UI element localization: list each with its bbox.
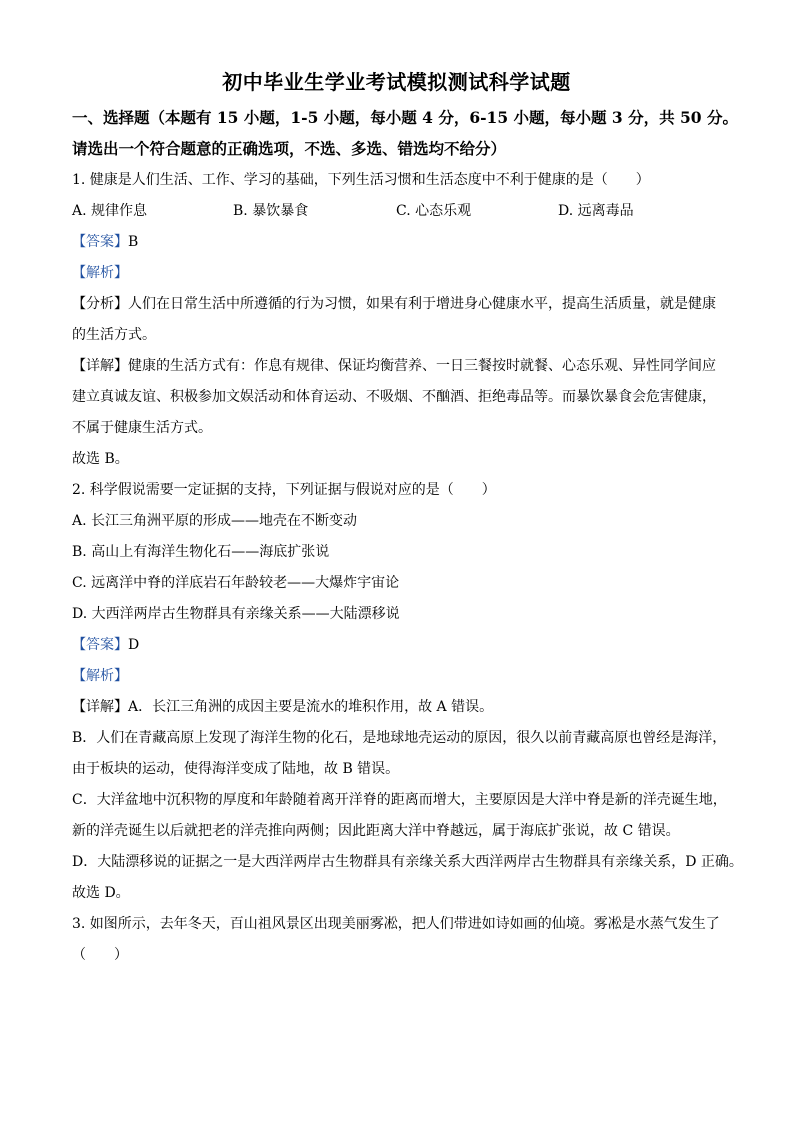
q2-detail-line2: B．人们在青藏高原上发现了海洋生物的化石，是地球地壳运动的原因，很久以前青藏高原也曾经是海洋， (72, 730, 727, 746)
q1-option-d: D. 远离毒品 (558, 203, 634, 219)
q1-analyze-text1: 人们在日常生活中所遵循的行为习惯，如果有利于增进身心健康水平，提高生活质量，就是健康 (128, 296, 716, 312)
q3-stem-line2: （ ） (72, 947, 128, 963)
q1-conclusion: 故选 B。 (72, 451, 129, 467)
q1-analyze-line2: 的生活方式。 (72, 327, 156, 343)
q2-detail-text1: A．长江三角洲的成因主要是流水的堆积作用，故 A 错误。 (128, 699, 494, 715)
q1-stem: 1. 健康是人们生活、工作、学习的基础，下列生活习惯和生活态度中不利于健康的是（ ） (72, 172, 650, 188)
analyze-tag: 【分析】 (72, 296, 128, 312)
q1-detail-text1: 健康的生活方式有：作息有规律、保证均衡营养、一日三餐按时就餐、心态乐观、异性同学间应 (128, 358, 716, 374)
q2-option-d: D. 大西洋两岸古生物群具有亲缘关系——大陆漂移说 (72, 606, 400, 622)
q2-stem: 2. 科学假说需要一定证据的支持，下列证据与假说对应的是（ ） (72, 482, 496, 498)
q1-analyze-line1 (72, 294, 732, 314)
q1-answer (72, 232, 732, 252)
q2-analysis-tag (72, 666, 732, 686)
page-title: 初中毕业生学业考试模拟测试科学试题 (222, 70, 571, 94)
detail-tag: 【详解】 (72, 358, 128, 374)
q2-detail-line1 (72, 697, 732, 717)
q2-conclusion: 故选 D。 (72, 885, 130, 901)
q1-detail-line1 (72, 356, 732, 376)
q1-option-b: B. 暴饮暴食 (233, 203, 309, 219)
q2-detail-line4: C．大洋盆地中沉积物的厚度和年龄随着离开洋脊的距离而增大，主要原因是大洋中脊是新的洋壳诞生地， (72, 792, 727, 808)
q1-analysis-tag (72, 263, 732, 283)
q2-detail-line5: 新的洋壳诞生以后就把老的洋壳推向两侧；因此距离大洋中脊越远，属于海底扩张说，故 C 错误。 (72, 823, 680, 839)
q2-option-c: C. 远离洋中脊的洋底岩石年龄较老——大爆炸宇宙论 (72, 575, 400, 591)
q3-stem-line1: 3. 如图所示，去年冬天，百山祖风景区出现美丽雾凇，把人们带进如诗如画的仙境。雾凇是水蒸气发生了 (72, 916, 720, 932)
q2-detail-line3: 由于板块的运动，使得海洋变成了陆地，故 B 错误。 (72, 761, 400, 777)
answer-tag: 【答案】 (72, 637, 128, 653)
answer-tag: 【答案】 (72, 234, 128, 250)
q2-option-a: A. 长江三角洲平原的形成——地壳在不断变动 (72, 513, 358, 529)
q1-answer-value: B (128, 234, 139, 250)
q1-option-a: A. 规律作息 (72, 203, 148, 219)
analysis-tag: 【解析】 (72, 668, 128, 684)
section-heading-line2: 请选出一个符合题意的正确选项，不选、多选、错选均不给分） (72, 139, 507, 158)
q2-answer-value: D (128, 637, 140, 653)
detail-tag: 【详解】 (72, 699, 128, 715)
q1-detail-line2: 建立真诚友谊、积极参加文娱活动和体育运动、不吸烟、不酗酒、拒绝毒品等。而暴饮暴食会危害健康， (72, 389, 716, 405)
q1-detail-line3: 不属于健康生活方式。 (72, 420, 212, 436)
q2-answer (72, 635, 732, 655)
q2-option-b: B. 高山上有海洋生物化石——海底扩张说 (72, 544, 330, 560)
section-heading-line1: 一、选择题（本题有 15 小题，1-5 小题，每小题 4 分，6-15 小题，每小题 3 分，共 50 分。 (72, 108, 738, 127)
q2-detail-line6: D．大陆漂移说的证据之一是大西洋两岸古生物群具有亲缘关系大西洋两岸古生物群具有亲缘关系，D 正确。 (72, 854, 743, 870)
analysis-tag: 【解析】 (72, 265, 128, 281)
q1-option-c: C. 心态乐观 (396, 203, 472, 219)
